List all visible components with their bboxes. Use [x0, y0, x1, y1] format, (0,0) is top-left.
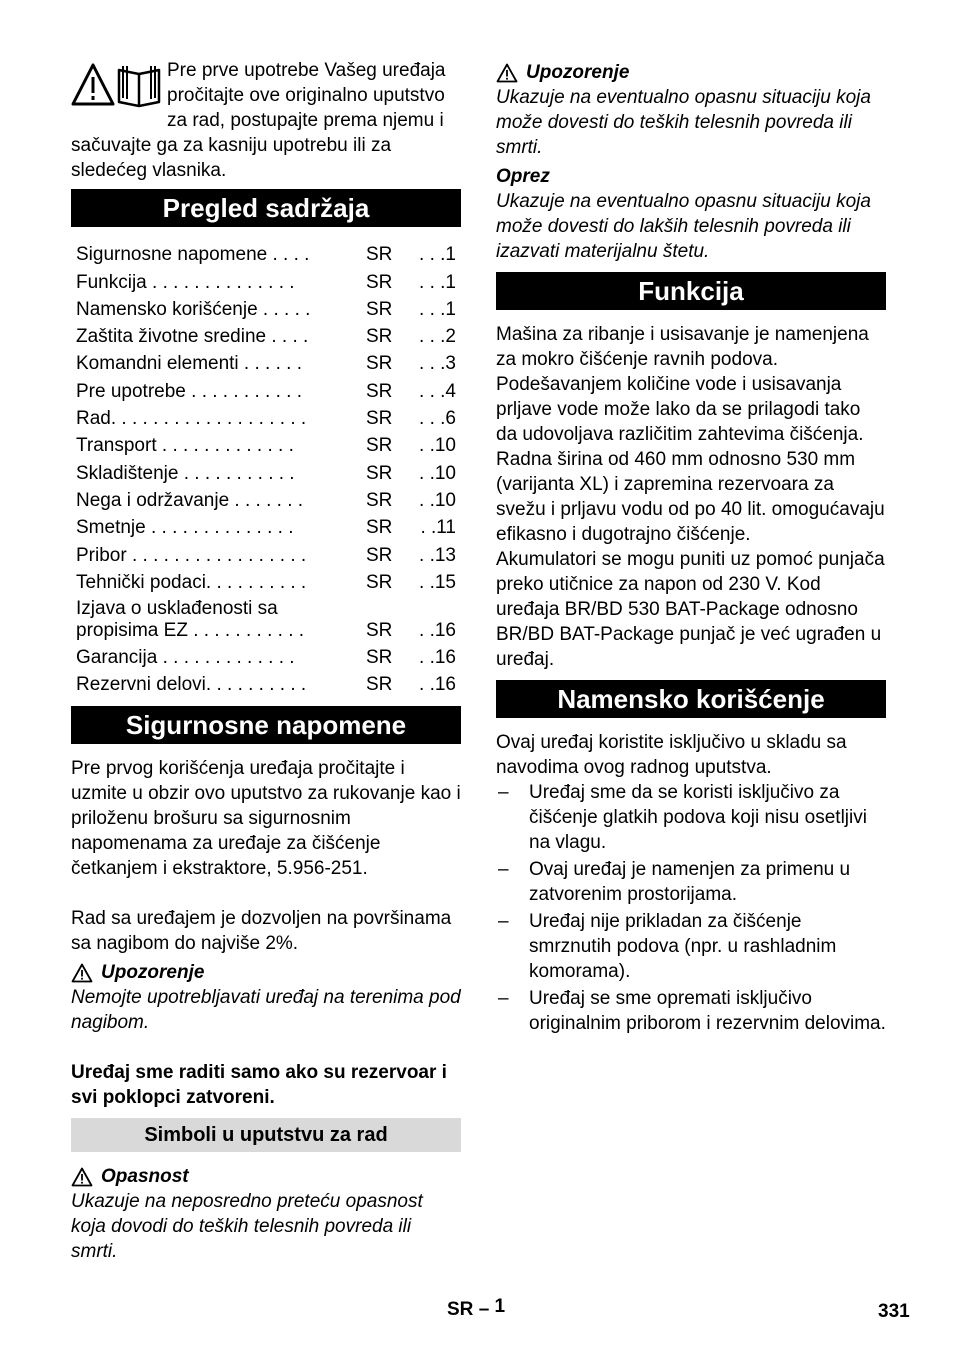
toc-entry[interactable]: Sigurnosne napomene . . . . SR . . .1: [76, 244, 456, 266]
intended-use-intro: Ovaj uređaj koristite isključivo u skladu sa navodima ovog radnog uputstva.: [496, 732, 847, 778]
toc-entry[interactable]: Transport . . . . . . . . . . . . . SR . .10: [76, 435, 456, 457]
danger-label: Opasnost: [71, 1164, 461, 1189]
safety-paragraph: Pre prvog korišćenja uređaja pročitajte i uzmite u obzir ovo uputstvo za rukovanje kao i priloženu brošuru sa sigurnosnim napomenama za uređaje za čišćenje četkanjem i ekstraktore, 5.956-251.: [71, 758, 461, 880]
toc-entry[interactable]: Smetnje . . . . . . . . . . . . . . SR . .11: [76, 517, 456, 539]
intro-text: Pre prve upotrebe Vašeg uređaja pročitajte ove originalno uputstvo za rad, postupajte prema njemu i sačuvajte ga za kasniju upotrebu ili za sledećeg vlasnika.: [71, 60, 446, 181]
table-of-contents: [76, 239, 456, 696]
warning-triangle-icon: [496, 63, 518, 83]
intended-use-heading: Namensko korišćenje: [496, 680, 886, 718]
slope-paragraph: Rad sa uređajem je dozvoljen na površinama sa nagibom do najviše 2%.: [71, 908, 452, 955]
intended-use-list: [496, 780, 886, 1036]
list-item: – Ovaj uređaj je namenjen za primenu u zatvorenim prostorijama.: [498, 859, 851, 905]
warning-text: Nemojte upotrebljavati uređaj na terenima pod nagibom.: [71, 987, 461, 1034]
list-item: – Uređaj sme da se koristi isključivo za čišćenje glatkih podova koji nisu osetljivi na vlagu.: [498, 782, 867, 853]
function-heading: Funkcija: [496, 272, 886, 310]
toc-entry[interactable]: Nega i održavanje . . . . . . . SR . .10: [76, 489, 456, 511]
page-number: 331: [878, 1301, 910, 1322]
warning-triangle-icon: [71, 1167, 93, 1187]
warning-manual-icon: [71, 62, 163, 110]
warning-triangle-icon: [71, 963, 93, 983]
toc-entry[interactable]: Komandni elementi . . . . . . SR . . .3: [76, 353, 456, 375]
toc-entry[interactable]: Pribor . . . . . . . . . . . . . . . . . SR . .13: [76, 544, 456, 566]
function-paragraph: Mašina za ribanje i usisavanje je namenjena za mokro čišćenje ravnih podova.: [496, 324, 869, 370]
danger-text: Ukazuje na neposredno preteću opasnost koja dovodi do teških telesnih povreda ili smrti.: [71, 1191, 423, 1263]
left-column: [71, 58, 461, 1264]
toc-entry[interactable]: Izjava o usklađenosti sa propisima EZ . . . . . . . . . . . SR . .16: [76, 597, 456, 641]
symbols-heading: Simboli u uputstvu za rad: [71, 1118, 461, 1152]
toc-entry[interactable]: Pre upotrebe . . . . . . . . . . . SR . . .4: [76, 380, 456, 402]
toc-entry[interactable]: Garancija . . . . . . . . . . . . . SR . .16: [76, 647, 456, 669]
warning-label: Upozorenje: [71, 960, 461, 985]
caution-label: Oprez: [496, 166, 550, 187]
toc-entry[interactable]: Funkcija . . . . . . . . . . . . . . SR . . .1: [76, 271, 456, 293]
function-paragraph: Radna širina od 460 mm odnosno 530 mm (varijanta XL) i zapremina rezervoara za svežu i prljavu vodu od po 40 lit. omogućavaju efikasno i dugotrajno čišćenje.: [496, 449, 885, 545]
toc-entry[interactable]: Tehnički podaci. . . . . . . . . . SR . .15: [76, 571, 456, 593]
list-item: – Uređaj nije prikladan za čišćenje smrznutih podova (npr. u rashladnim komorama).: [498, 911, 837, 982]
function-paragraph: Podešavanjem količine vode i usisavanja prljave vode može lako da se prilagodi tako da udovoljava različitim zahtevima čišćenja.: [496, 374, 864, 445]
intro-block: [71, 58, 461, 183]
warning-label: Upozorenje: [496, 60, 886, 85]
toc-entry[interactable]: Rad. . . . . . . . . . . . . . . . . . . SR . . .6: [76, 408, 456, 430]
toc-entry[interactable]: Zaštita životne sredine . . . . SR . . .2: [76, 326, 456, 348]
caution-text: Ukazuje na eventualno opasnu situaciju koja može dovesti do lakših telesnih povreda ili izazvati materijalnu štetu.: [496, 191, 871, 262]
list-item: – Uređaj se sme opremati isključivo originalnim priborom i rezervnim delovima.: [498, 988, 886, 1034]
toc-heading: Pregled sadržaja: [71, 189, 461, 227]
footer-section-page: SR – 1: [447, 1296, 506, 1320]
toc-entry[interactable]: Namensko korišćenje . . . . . SR . . .1: [76, 298, 456, 320]
toc-entry[interactable]: Skladištenje . . . . . . . . . . . SR . .10: [76, 462, 456, 484]
toc-entry[interactable]: Rezervni delovi. . . . . . . . . . SR . .16: [76, 674, 456, 696]
safety-heading: Sigurnosne napomene: [71, 706, 461, 744]
bold-note: Uređaj sme raditi samo ako su rezervoar i svi poklopci zatvoreni.: [71, 1062, 447, 1109]
right-column: [496, 58, 886, 1038]
function-paragraph: Akumulatori se mogu puniti uz pomoć punjača preko utičnice za napon od 230 V. Kod uređaja BR/BD 530 BAT-Package odnosno BR/BD BAT-Package punjač je već ugrađen u uređaj.: [496, 549, 885, 670]
warning-text: Ukazuje na eventualno opasnu situaciju koja može dovesti do teških telesnih povreda ili smrti.: [496, 87, 871, 158]
